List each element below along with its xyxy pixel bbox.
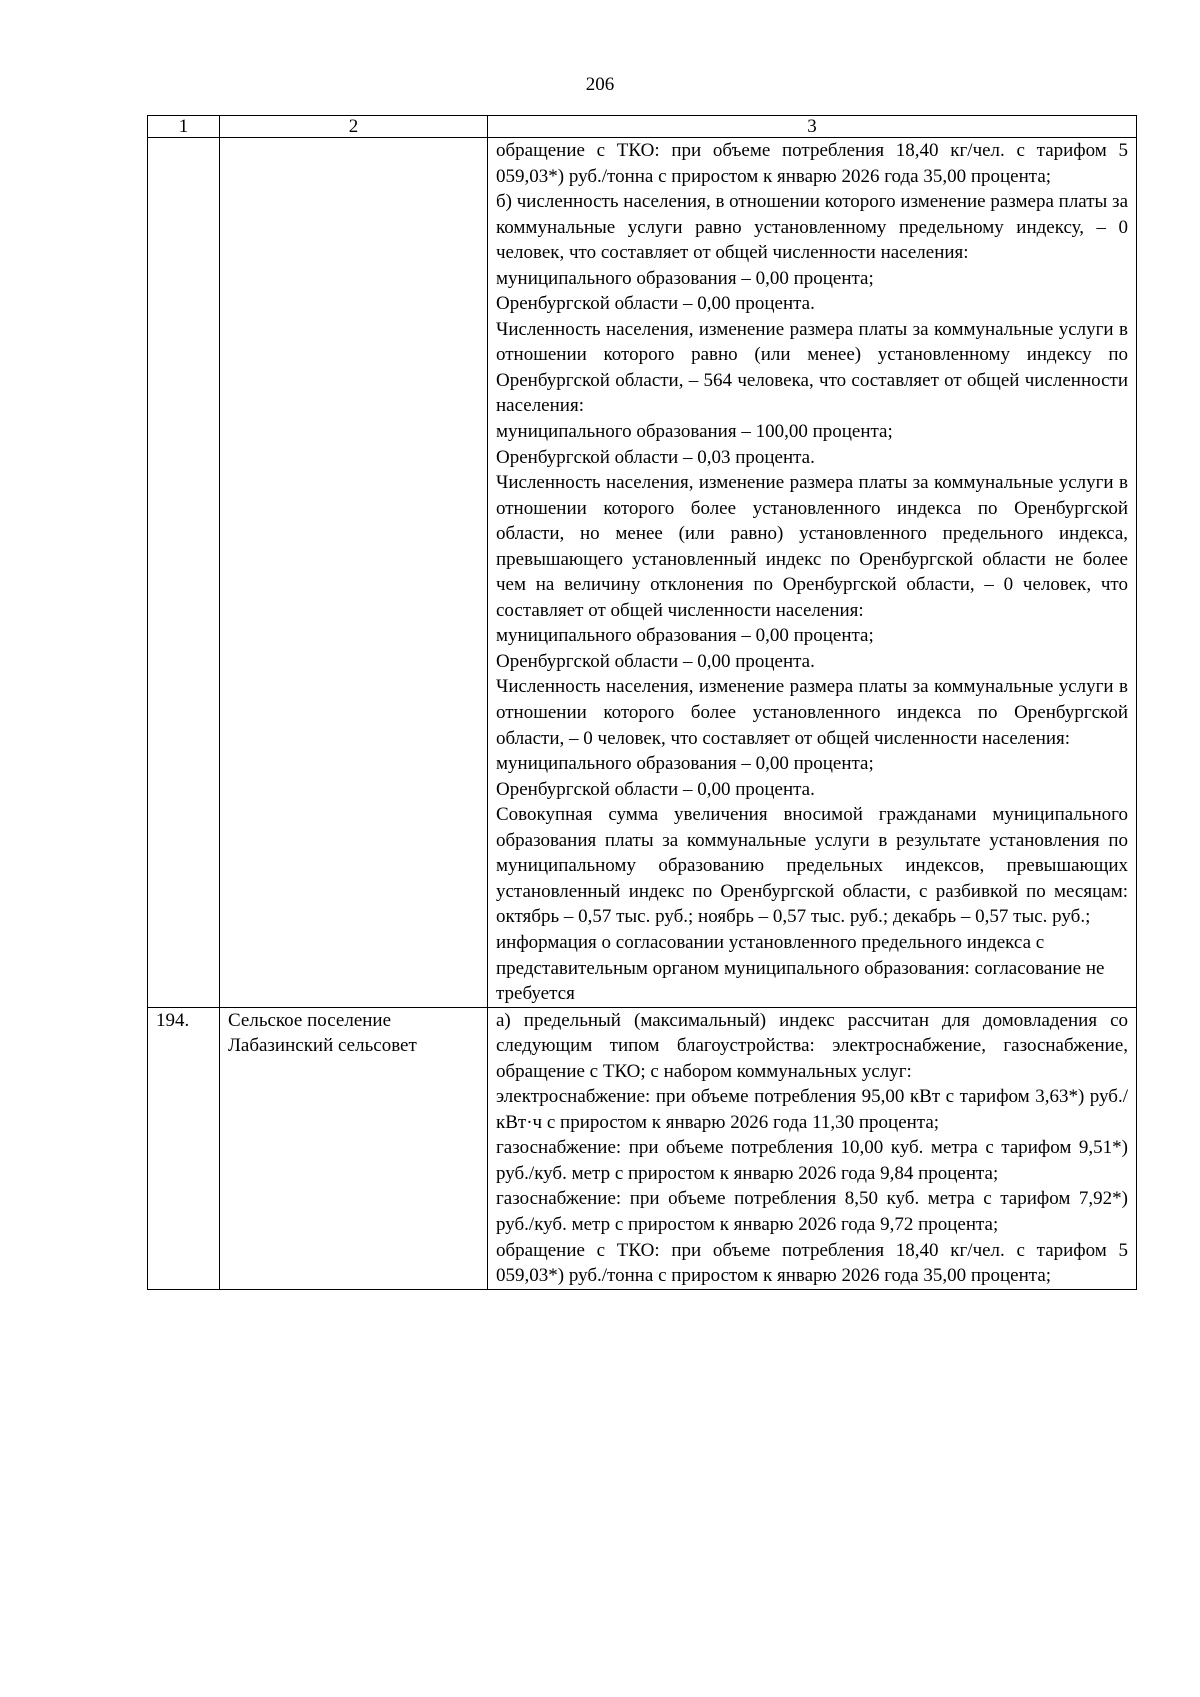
paragraph: обращение с ТКО: при объеме потребления 18,40 кг/чел. с тарифом 5 059,03*) руб./тонна с приростом к январю 2026 года 35,00 процента; bbox=[496, 1239, 1128, 1287]
column-header-2: 2 bbox=[220, 116, 488, 138]
table-row bbox=[148, 1007, 1137, 1289]
paragraph: информация о согласовании установленного предельного индекса с представительным органом муниципального образования: согласование не требуется bbox=[496, 931, 1105, 1005]
row-number: 194. bbox=[148, 1007, 220, 1289]
municipality-name bbox=[220, 1007, 488, 1289]
paragraph: муниципального образования – 100,00 процента; bbox=[496, 421, 893, 443]
paragraph: Численность населения, изменение размера платы за коммунальные услуги в отношении которого более установленного индекса по Оренбургской области, – 0 человек, что составляет от общей численности населения: bbox=[496, 676, 1128, 749]
paragraph: Совокупная сумма увеличения вносимой гражданами муниципального образования платы за коммунальные услуги в результате установления по муниципальному образованию предельных индексов, превышающих установленный индекс по Оренбургской области, с разбивкой по месяцам: октябрь – 0,57 тыс. руб.; ноябрь – 0,57 тыс. руб.; декабрь – 0,57 тыс. руб.; bbox=[496, 804, 1128, 928]
municipality-name bbox=[220, 138, 488, 1008]
index-description bbox=[488, 1007, 1137, 1289]
paragraph: Оренбургской области – 0,00 процента. bbox=[496, 778, 815, 800]
row-number bbox=[148, 138, 220, 1008]
table-row bbox=[148, 138, 1137, 1008]
paragraph: Численность населения, изменение размера платы за коммунальные услуги в отношении которого более установленного индекса по Оренбургской области, но менее (или равно) установленного предельного индекса, превышающего установленный индекс по Оренбургской области не более чем на величину отклонения по Оренбургской области, – 0 человек, что составляет от общей численности населения: bbox=[496, 472, 1128, 621]
municipality-name-line: Сельское поселение bbox=[228, 1009, 392, 1031]
table-header-row bbox=[148, 116, 1137, 138]
paragraph: б) численность населения, в отношении которого изменение размера платы за коммунальные услуги равно установленному предельному индексу, – 0 человек, что составляет от общей численности населения: bbox=[496, 191, 1129, 264]
paragraph: Численность населения, изменение размера платы за коммунальные услуги в отношении которого равно (или менее) установленному индексу по Оренбургской области, – 564 человека, что составляет от общей численности населения: bbox=[496, 318, 1128, 417]
paragraph: Оренбургской области – 0,00 процента. bbox=[496, 650, 815, 672]
paragraph: электроснабжение: при объеме потребления 95,00 кВт с тарифом 3,63*) руб./кВт·ч с приростом к январю 2026 года 11,30 процента; bbox=[496, 1086, 1128, 1133]
page-number: 206 bbox=[585, 74, 615, 95]
paragraph: муниципального образования – 0,00 процента; bbox=[496, 753, 874, 775]
paragraph: Оренбургской области – 0,00 процента. bbox=[496, 293, 815, 315]
paragraph: муниципального образования – 0,00 процента; bbox=[496, 267, 874, 289]
paragraph: газоснабжение: при объеме потребления 8,50 куб. метра с тарифом 7,92*) руб./куб. метр с приростом к январю 2026 года 9,72 процента; bbox=[496, 1188, 1128, 1235]
index-description bbox=[488, 138, 1137, 1008]
column-header-3: 3 bbox=[488, 116, 1137, 138]
paragraph: муниципального образования – 0,00 процента; bbox=[496, 625, 874, 647]
index-table bbox=[147, 115, 1137, 1290]
paragraph: газоснабжение: при объеме потребления 10,00 куб. метра с тарифом 9,51*) руб./куб. метр с приростом к январю 2026 года 9,84 процента; bbox=[496, 1137, 1128, 1184]
paragraph: обращение с ТКО: при объеме потребления 18,40 кг/чел. с тарифом 5 059,03*) руб./тонна с приростом к январю 2026 года 35,00 процента; bbox=[496, 140, 1128, 187]
column-header-1: 1 bbox=[148, 116, 220, 138]
municipality-name-line: Лабазинский сельсовет bbox=[228, 1035, 417, 1057]
paragraph: Оренбургской области – 0,03 процента. bbox=[496, 446, 815, 468]
paragraph: а) предельный (максимальный) индекс рассчитан для домовладения со следующим типом благоустройства: электроснабжение, газоснабжение, обращение с ТКО; с набором коммунальных услуг: bbox=[496, 1009, 1128, 1082]
